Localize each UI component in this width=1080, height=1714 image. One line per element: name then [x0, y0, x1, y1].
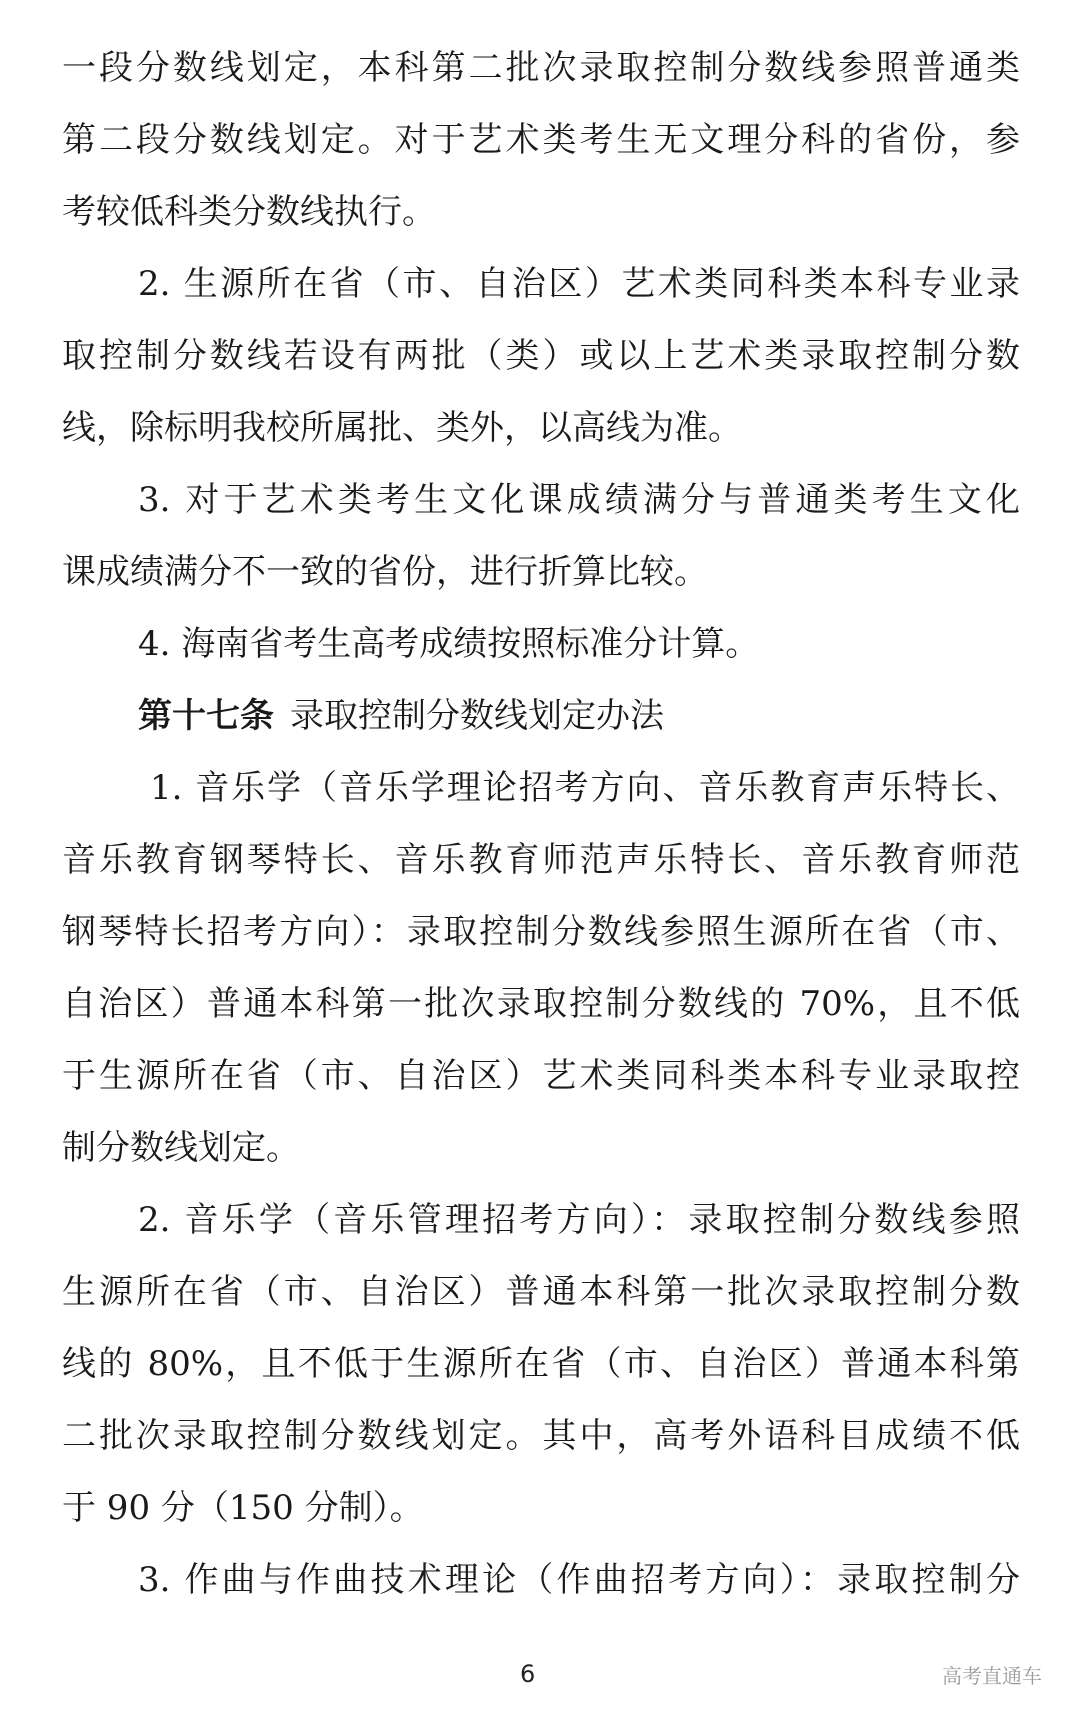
paragraph-line: 4. 海南省考生高考成绩按照标准分计算。 [138, 624, 760, 664]
watermark: 高考直通车 [942, 1664, 1042, 1688]
paragraph-line: 1. 音乐学（音乐学理论招考方向、音乐教育声乐特长、 [150, 768, 1020, 808]
paragraph-line: 2. 音乐学（音乐管理招考方向）：录取控制分数线参照 [138, 1200, 1020, 1240]
paragraph-line: 钢琴特长招考方向）：录取控制分数线参照生源所在省（市、 [62, 912, 1020, 952]
paragraph-line: 音乐教育钢琴特长、音乐教育师范声乐特长、音乐教育师范 [62, 840, 1020, 880]
paragraph-line: 3. 对于艺术类考生文化课成绩满分与普通类考生文化 [138, 480, 1020, 520]
article-title: 录取控制分数线划定办法 [290, 696, 664, 736]
paragraph-line: 考较低科类分数线执行。 [62, 192, 436, 232]
paragraph-line: 制分数线划定。 [62, 1128, 300, 1168]
paragraph-line: 一段分数线划定，本科第二批次录取控制分数线参照普通类 [62, 48, 1020, 88]
paragraph-line: 线的 80%，且不低于生源所在省（市、自治区）普通本科第 [62, 1344, 1020, 1384]
paragraph-line: 二批次录取控制分数线划定。其中，高考外语科目成绩不低 [62, 1416, 1020, 1456]
paragraph-line: 第二段分数线划定。对于艺术类考生无文理分科的省份，参 [62, 120, 1020, 160]
paragraph-line: 于 90 分（150 分制）。 [62, 1488, 424, 1528]
paragraph-line: 课成绩满分不一致的省份，进行折算比较。 [62, 552, 708, 592]
paragraph-line: 2. 生源所在省（市、自治区）艺术类同科类本科专业录 [138, 264, 1020, 304]
paragraph-line: 取控制分数线若设有两批（类）或以上艺术类录取控制分数 [62, 336, 1020, 376]
paragraph-line: 于生源所在省（市、自治区）艺术类同科类本科专业录取控 [62, 1056, 1020, 1096]
paragraph-line: 线，除标明我校所属批、类外，以高线为准。 [62, 408, 742, 448]
article-number: 第十七条 [138, 696, 274, 736]
paragraph-line: 3. 作曲与作曲技术理论（作曲招考方向）：录取控制分 [138, 1560, 1020, 1600]
paragraph-line: 自治区）普通本科第一批次录取控制分数线的 70%，且不低 [62, 984, 1020, 1024]
paragraph-line: 生源所在省（市、自治区）普通本科第一批次录取控制分数 [62, 1272, 1020, 1312]
page-number: 6 [520, 1660, 536, 1688]
article-heading [138, 680, 1020, 752]
